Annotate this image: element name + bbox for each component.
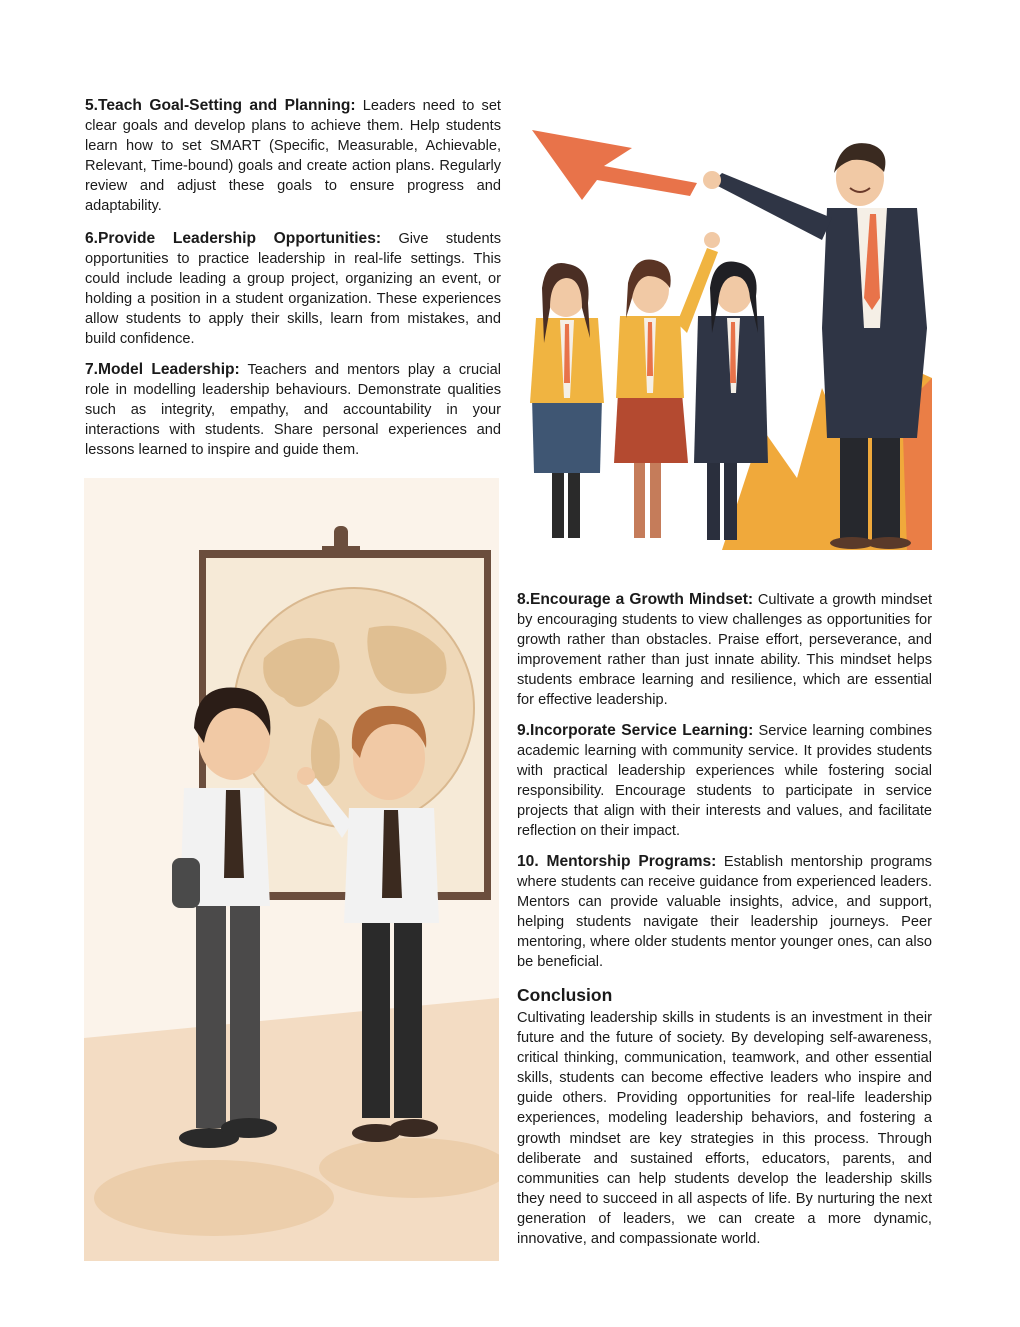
section-service-learning: [517, 721, 932, 842]
conclusion-heading: Conclusion: [517, 985, 613, 1005]
students-map-illustration: [84, 478, 499, 1261]
section-body: Cultivate a growth mindset by encouraging students to view challenges as opportunities for growth rather than obstacles. Praise effort, perseverance, and improvement rather than just innate ability. This mindset helps students embrace learning and resilience, which are essential for effective leadership.: [517, 592, 932, 709]
section-heading: 6.Provide Leadership Opportunities:: [85, 230, 382, 247]
section-goal-setting: [85, 96, 501, 217]
section-body: Service learning combines academic learning with community service. It provides students with practical leadership experiences while fostering social responsibility. Encourage students to participate in service projects that align with their interests and values, and facilitate reflection on their impact.: [517, 723, 933, 840]
section-leadership-opportunities: [85, 229, 501, 350]
section-body: Teachers and mentors play a crucial role in modelling leadership behaviours. Demonstrate qualities such as integrity, empathy, and accountability in your interactions with students. Share personal experiences and lessons learned to inspire and guide them.: [85, 362, 501, 459]
arrow-icon: [532, 130, 697, 200]
section-mentorship: [517, 852, 932, 973]
section-heading: 10. Mentorship Programs:: [517, 853, 717, 870]
section-growth-mindset: [517, 590, 932, 711]
section-heading: 8.Encourage a Growth Mindset:: [517, 591, 754, 608]
section-body: Establish mentorship programs where students can receive guidance from experienced leaders. Mentors can provide valuable insights, advice, and support, helping students navigate their leadership journeys. Peer mentoring, where older students mentor younger ones, can also be beneficial.: [517, 854, 932, 971]
leader-students-illustration: [522, 128, 932, 550]
section-model-leadership: [85, 360, 501, 460]
student-figure: [530, 263, 604, 538]
section-heading: 9.Incorporate Service Learning:: [517, 722, 754, 739]
conclusion-body: Cultivating leadership skills in students is an investment in their future and the future of society. By developing self-awareness, critical thinking, communication, teamwork, and other essential skills, students can become effective leaders who inspire and guide others. Providing opportunities for real-life leadership experiences, modeling leadership behaviors, and fostering a growth mindset are key strategies in this process. Through deliberate and sustained efforts, educators, parents, and communities can help students develop the leadership skills they need to succeed in all aspects of life. By nurturing the next generation of leaders, we can create a more dynamic, innovative, and compassionate world.: [517, 1010, 932, 1248]
section-heading: 5.Teach Goal-Setting and Planning:: [85, 97, 356, 114]
section-heading: 7.Model Leadership:: [85, 361, 240, 378]
section-body: Leaders need to set clear goals and develop plans to achieve them. Help students learn how to set SMART (Specific, Measurable, Achievable, Relevant, Time-bound) goals and create action plans. Regularly review and adjust these goals to ensure progress and adaptability.: [85, 98, 501, 215]
section-body: Give students opportunities to practice leadership in real-life settings. This could include leading a group project, organizing an event, or holding a position in a student organization. These experiences allow students to apply their skills, learn from mistakes, and build confidence.: [85, 231, 501, 348]
